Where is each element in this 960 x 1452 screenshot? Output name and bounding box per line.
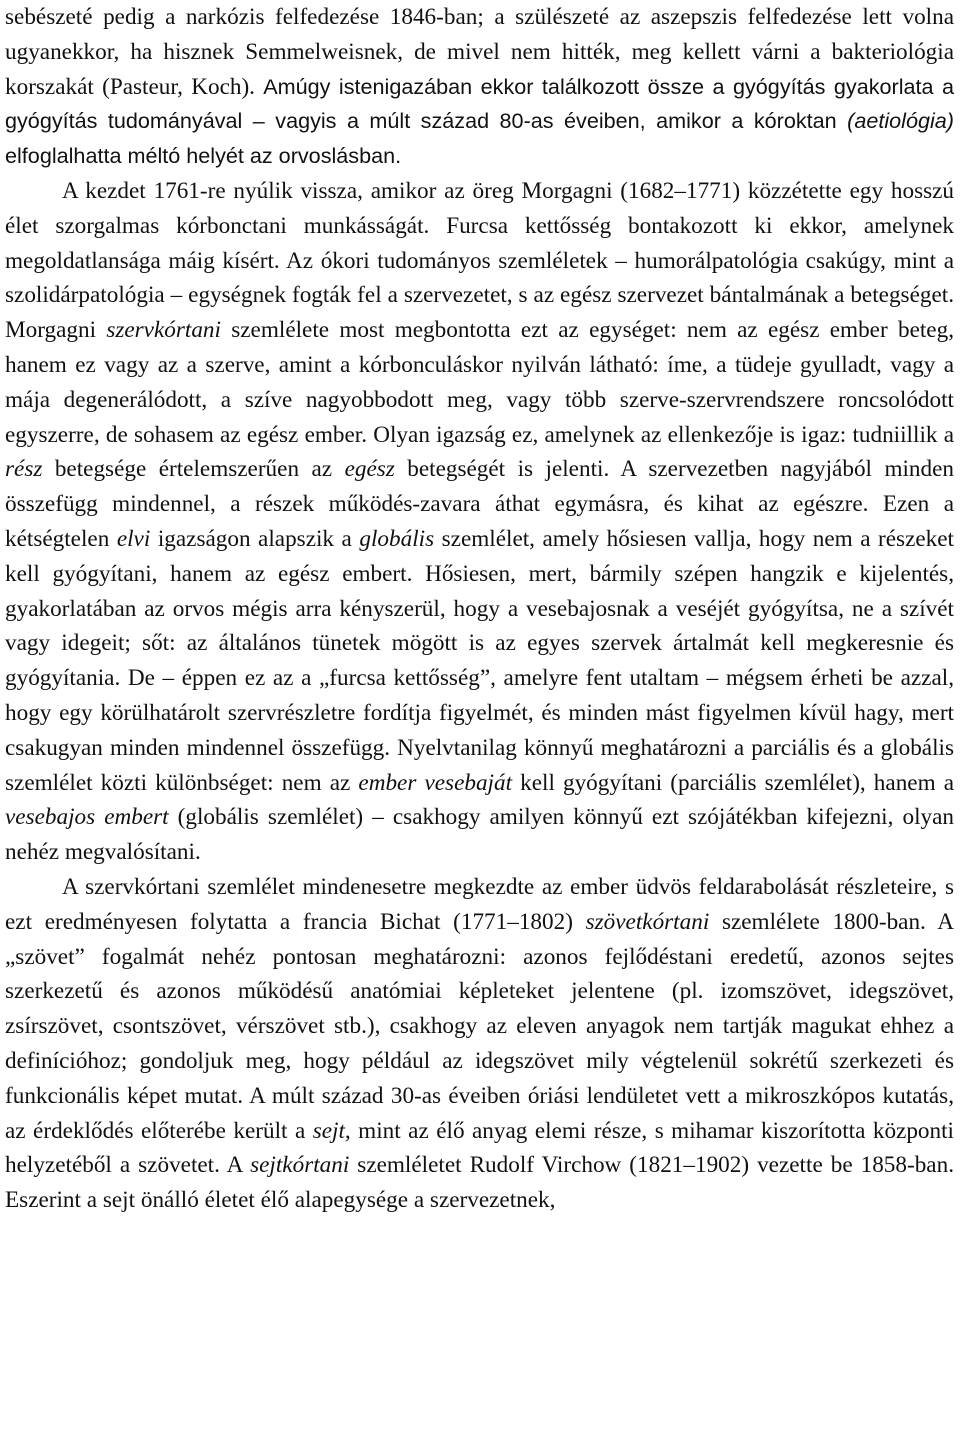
text-segment: szemléletet Rudolf Virchow (1821–1902) vezette be 1858-ban. Eszerint a sejt önálló életet élő alapegysége a szervezetnek,: [5, 1152, 954, 1214]
italic-text-segment: ember vesebaját: [358, 769, 513, 796]
text-segment: betegségét is jelenti. A szervezetben nagyjából minden összefügg mindennel, a részek működés-zavara áthat egymásra, és kihat az egészre. Ezen a kétségtelen: [5, 456, 954, 552]
italic-text-segment: szövetkórtani: [585, 908, 710, 935]
italic-text-segment: sejtkórtani: [250, 1152, 350, 1179]
text-segment: igazságon alapszik a: [150, 525, 360, 552]
text-segment: sebészeté pedig a narkózis felfedezése 1846-ban; a szülészeté az aszepszis felfedezése lett volna ugyanekkor, ha hisznek Semmelweisnek, de mivel nem hitték, meg kellett várni a bakteriológia korszakát (Pasteur, Koch).: [5, 4, 954, 100]
text-segment: Amúgy istenigazában ekkor találkozott össze a gyógyítás gyakorlata a gyógyítás tudományával – vagyis a múlt század 80-as éveiben, amikor a kóroktan: [5, 73, 954, 134]
italic-text-segment: szervkórtani: [106, 317, 221, 344]
text-segment: kell gyógyítani (parciális szemlélet), hanem a: [512, 769, 955, 796]
text-segment: A szervkórtani szemlélet mindenesetre megkezdte az ember üdvös feldarabolását részleteire, s ezt eredményesen folytatta a francia Bichat (1771–1802): [5, 873, 954, 935]
italic-text-segment: egész: [344, 456, 395, 483]
text-segment: mint az élő anyag elemi része, s mihamar kiszorította központi helyzetéből a szövetet. A: [5, 1117, 954, 1179]
paragraph: [5, 870, 954, 1218]
italic-text-segment: elvi: [116, 525, 151, 552]
text-segment: elfoglalhatta méltó helyét az orvoslásban.: [5, 143, 402, 169]
paragraph: [5, 0, 954, 174]
text-segment: betegsége értelemszerűen az: [42, 456, 345, 483]
italic-text-segment: vesebajos embert: [5, 804, 169, 831]
paragraph: [5, 174, 954, 870]
text-segment: szemlélete most megbontotta ezt az egységet: nem az egész ember beteg, hanem ez vagy az a szerve, amint a kórbonculáskor nyilván látható: íme, a tüdeje gyulladt, vagy a mája degenerálódott, a szíve nagyobbodott meg, vagy több szerve-szervrendszere roncsolódott egyszerre, de sohasem az egész ember. Olyan igazság ez, amelynek az ellenkezője is igaz: tudniillik a: [5, 317, 954, 448]
text-segment: szemlélet, amely hősiesen vallja, hogy nem a részeket kell gyógyítani, hanem az egész embert. Hősiesen, mert, bármily szépen hangzik e kijelentés, gyakorlatában az orvos mégis arra kényszerül, hogy a vesebajosnak a veséjét gyógyítsa, ne a szívét vagy idegeit; sőt: az általános tünetek mögött is az egyes szervek ártalmát kell megkeresnie és gyógyítania. De – éppen ez az a „furcsa kettősség”, amelyre fent utaltam – mégsem érheti be azzal, hogy egy körülhatárolt szervrészletre fordítja figyelmét, és minden mást figyelmen kívül hagy, mert csakugyan minden mindennel összefügg. Nyelvtanilag könnyű meghatározni a parciális és a globális szemlélet közti különbséget: nem az: [5, 525, 954, 796]
text-segment: (globális szemlélet) – csakhogy amilyen könnyű ezt szójátékban kifejezni, olyan nehéz megvalósítani.: [5, 804, 954, 866]
italic-text-segment: rész: [5, 456, 43, 483]
text-segment: szemlélete 1800-ban. A „szövet” fogalmát nehéz pontosan meghatározni: azonos fejlődéstani eredetű, azonos sejtes szerkezetű és azonos működésű anatómiai képleteket jelentene (pl. izomszövet, idegszövet, zsírszövet, csontszövet, vérszövet stb.), csakhogy az eleven anyagok nem tartják magukat ehhez a definícióhoz; gondoljuk meg, hogy például az idegszövet mily végtelenül sokrétű szerkezeti és funkcionális képet mutat. A múlt század 30-as éveiben óriási lendületet vett a mikroszkópos kutatás, az érdeklődés előterébe került a: [5, 908, 954, 1144]
italic-text-segment: (aetiológia): [847, 108, 954, 134]
italic-text-segment: globális: [359, 525, 435, 552]
text-segment: A kezdet 1761-re nyúlik vissza, amikor az öreg Morgagni (1682–1771) közzétette egy hosszú élet szorgalmas kórbonctani munkásságát. Furcsa kettősség bontakozott ki ekkor, amelynek megoldatlansága máig kísért. Az ókori tudományos szemléletek – humorálpatológia csakúgy, mint a szolidárpatológia – egységnek fogták fel a szervezetet, s az egész szervezet bántalmának a betegséget. Morgagni: [5, 177, 954, 344]
italic-text-segment: sejt,: [312, 1117, 351, 1144]
